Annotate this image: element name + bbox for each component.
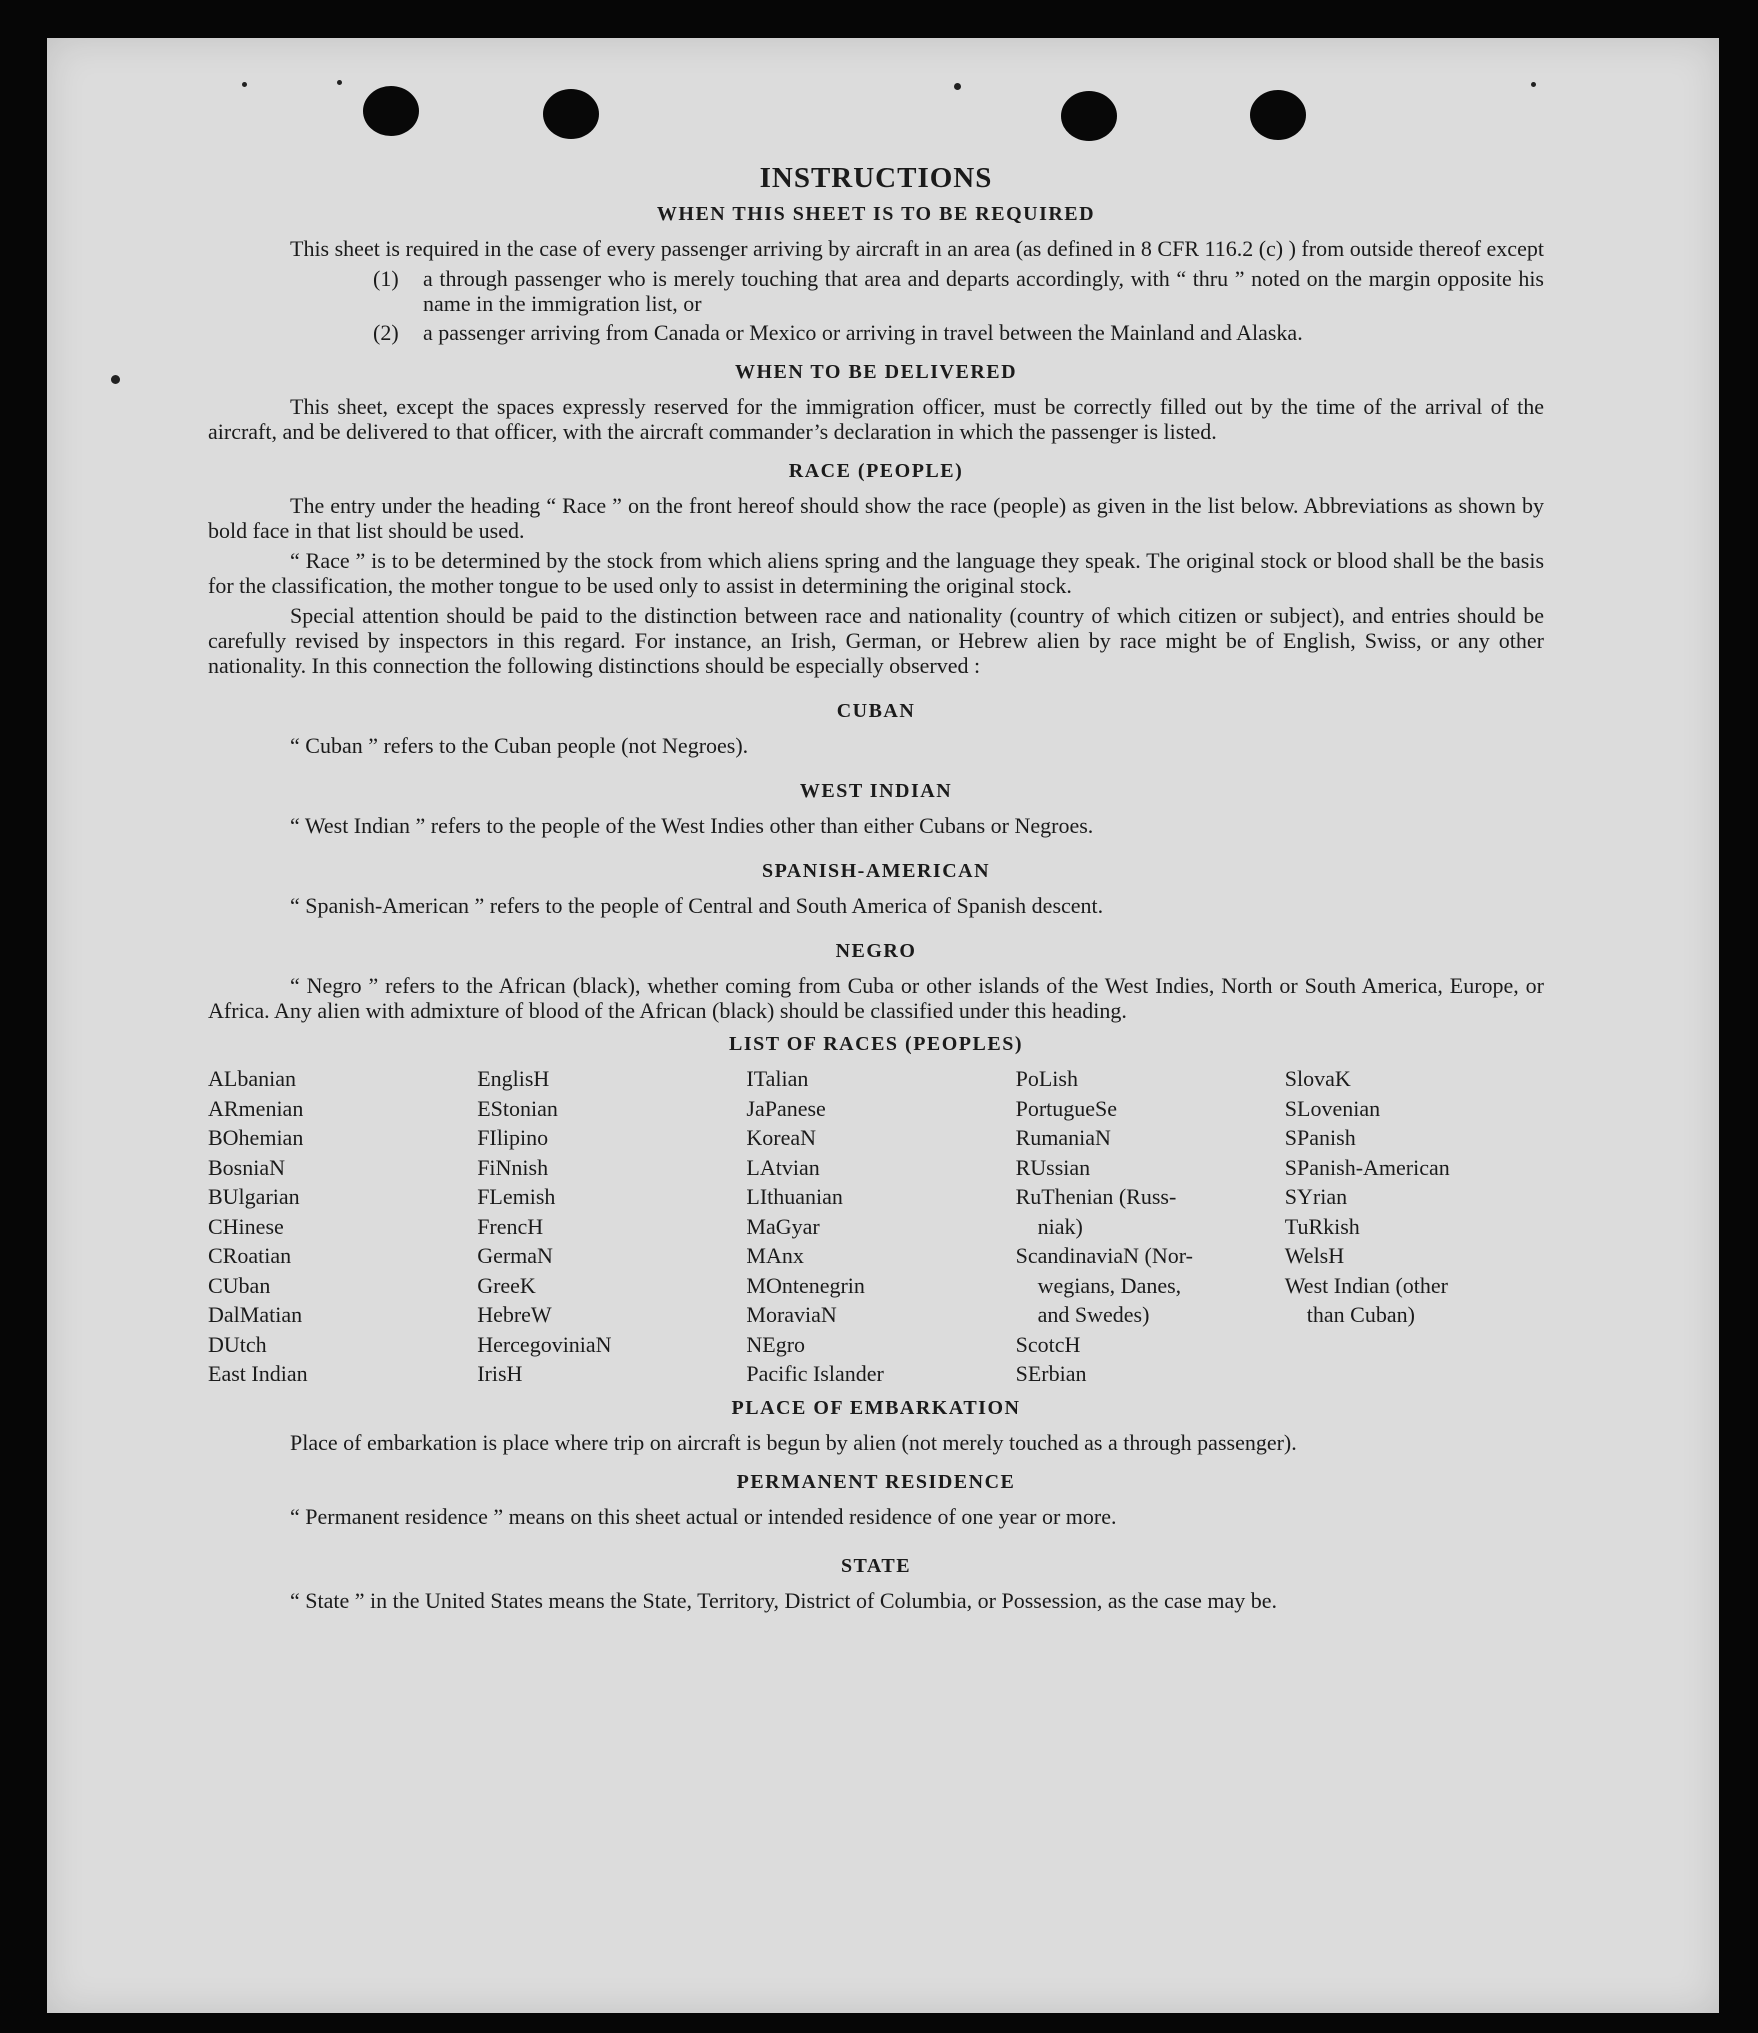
section-heading: WEST INDIAN	[799, 780, 953, 802]
item-text: a passenger arriving from Canada or Mexico or arriving in travel between the Mainland and Alaska.	[423, 320, 1303, 345]
race-entry: GermaN	[477, 1243, 553, 1268]
punch-hole	[543, 89, 599, 139]
paragraph: “ Permanent residence ” means on this sheet actual or intended residence of one year or more.	[290, 1503, 1117, 1529]
race-entry: SErbian	[1015, 1361, 1087, 1386]
race-entry: BOhemian	[208, 1125, 304, 1150]
section-heading: NEGRO	[835, 940, 917, 962]
race-entry: ScotcH	[1015, 1331, 1081, 1357]
race-entry: niak)	[1037, 1213, 1083, 1239]
race-entry: EStonian	[477, 1095, 558, 1121]
race-entry: DalMatian	[208, 1302, 303, 1327]
section-heading: PERMANENT RESIDENCE	[736, 1470, 1016, 1493]
race-entry: KoreaN	[746, 1125, 817, 1150]
item-number: (1)	[373, 266, 399, 291]
document-sheet	[47, 38, 1719, 2013]
race-entry: SYrian	[1284, 1184, 1348, 1209]
race-entry: MAnx	[746, 1243, 804, 1268]
list-item	[373, 266, 1544, 316]
paragraph: The entry under the heading “ Race ” on the front hereof should show the race (people) as given in the list below. Abbreviations as shown by bold face in that list should be used.	[208, 493, 1544, 543]
race-entry: PoLish	[1015, 1066, 1078, 1091]
race-entry: MaGyar	[746, 1213, 820, 1239]
paragraph: “ West Indian ” refers to the people of the West Indies other than either Cubans or Negroes.	[290, 813, 1094, 838]
paragraph: “ State ” in the United States means the State, Territory, District of Columbia, or Possession, as the case may be.	[290, 1587, 1278, 1613]
race-entry: NEgro	[746, 1331, 806, 1357]
races-column	[208, 1064, 467, 1389]
paragraph: Special attention should be paid to the distinction between race and nationality (country of which citizen or subject), and entries should be carefully revised by inspectors in this regard. For instance, an Irish, German, or Hebrew alien by race might be of English, Swiss, or any other nationality. In this connection the following distinctions should be especially observed :	[208, 603, 1544, 678]
races-column	[477, 1064, 736, 1389]
speck	[111, 375, 120, 384]
speck	[954, 83, 961, 90]
section-heading: PLACE OF EMBARKATION	[731, 1396, 1021, 1419]
race-entry: PortugueSe	[1015, 1095, 1118, 1121]
race-entry: JaPanese	[746, 1095, 826, 1121]
race-entry: wegians, Danes,	[1037, 1272, 1182, 1298]
race-entry: FiNnish	[477, 1154, 549, 1180]
race-entry: East Indian	[208, 1361, 308, 1386]
punch-hole	[363, 86, 419, 136]
race-entry: SPanish-American	[1284, 1154, 1450, 1180]
race-entry: CRoatian	[208, 1243, 292, 1268]
race-entry: SlovaK	[1284, 1066, 1351, 1091]
race-entry: BUlgarian	[208, 1184, 300, 1209]
race-entry: ALbanian	[208, 1066, 296, 1091]
race-entry: LAtvian	[746, 1154, 820, 1180]
race-entry: CHinese	[208, 1213, 284, 1239]
race-entry: IrisH	[477, 1361, 523, 1386]
race-entry: RumaniaN	[1015, 1125, 1111, 1150]
race-entry: than Cuban)	[1306, 1302, 1415, 1327]
race-entry: EnglisH	[477, 1066, 550, 1091]
race-entry: and Swedes)	[1037, 1302, 1150, 1327]
race-entry: CUban	[208, 1272, 271, 1298]
race-entry: WelsH	[1284, 1243, 1345, 1268]
speck	[242, 82, 247, 87]
section-heading: WHEN THIS SHEET IS TO BE REQUIRED	[656, 203, 1096, 225]
race-entry: MoraviaN	[746, 1302, 837, 1327]
race-entry: TuRkish	[1284, 1213, 1360, 1239]
punch-hole	[1250, 90, 1306, 140]
race-entry: MOntenegrin	[746, 1272, 865, 1298]
instructions-content	[208, 156, 1544, 1618]
race-entry: SLovenian	[1284, 1095, 1381, 1121]
races-column	[746, 1064, 1005, 1389]
section-heading: LIST OF RACES (PEOPLES)	[728, 1033, 1023, 1055]
race-entry: FIlipino	[477, 1125, 549, 1150]
paragraph: This sheet is required in the case of every passenger arriving by aircraft in an area (as defined in 8 CFR 116.2 (c) ) from outside thereof except	[290, 236, 1544, 261]
section-heading: CUBAN	[836, 700, 916, 722]
race-entry: HebreW	[477, 1302, 552, 1327]
paragraph: “ Cuban ” refers to the Cuban people (not Negroes).	[290, 733, 749, 758]
paragraph: “ Negro ” refers to the African (black), whether coming from Cuba or other islands of the West Indies, North or South America, Europe, or Africa. Any alien with admixture of blood of the African (black) should be classified under this heading.	[208, 973, 1544, 1023]
section-heading: STATE	[840, 1554, 912, 1577]
race-entry: ScandinaviaN (Nor-	[1015, 1243, 1193, 1268]
race-entry: SPanish	[1284, 1125, 1356, 1150]
race-entry: BosniaN	[208, 1154, 285, 1180]
section-heading: RACE (PEOPLE)	[788, 460, 964, 482]
race-entry: Pacific Islander	[746, 1361, 884, 1386]
race-entry: West Indian (other	[1284, 1272, 1448, 1298]
list-item	[373, 320, 1544, 345]
paragraph: Place of embarkation is place where trip on aircraft is begun by alien (not merely touched as a through passenger).	[290, 1429, 1297, 1455]
race-entry: FLemish	[477, 1184, 556, 1209]
paragraph: “ Spanish-American ” refers to the people of Central and South America of Spanish descent.	[290, 893, 1104, 918]
races-column	[1285, 1064, 1544, 1389]
punch-hole	[1061, 91, 1117, 141]
section-heading: SPANISH-AMERICAN	[761, 860, 991, 882]
item-number: (2)	[373, 320, 399, 345]
paragraph: This sheet, except the spaces expressly reserved for the immigration officer, must be correctly filled out by the time of the arrival of the aircraft, and be delivered to that officer, with the aircraft commander’s declaration in which the passenger is listed.	[208, 394, 1544, 444]
race-entry: RuThenian (Russ-	[1015, 1184, 1177, 1209]
race-entry: GreeK	[477, 1272, 536, 1298]
races-list	[208, 1064, 1544, 1389]
races-column	[1016, 1064, 1275, 1389]
race-entry: FrencH	[477, 1213, 544, 1239]
race-entry: ARmenian	[208, 1095, 304, 1121]
section-heading: WHEN TO BE DELIVERED	[734, 361, 1018, 383]
race-entry: DUtch	[208, 1331, 267, 1357]
page-title: INSTRUCTIONS	[759, 162, 993, 194]
speck	[337, 80, 342, 85]
race-entry: HercegoviniaN	[477, 1331, 612, 1357]
race-entry: RUssian	[1015, 1154, 1091, 1180]
race-entry: ITalian	[746, 1066, 809, 1091]
speck	[1531, 82, 1536, 87]
paragraph: “ Race ” is to be determined by the stock from which aliens spring and the language they speak. The original stock or blood shall be the basis for the classification, the mother tongue to be used only to assist in determining the original stock.	[208, 548, 1544, 598]
item-text: a through passenger who is merely touching that area and departs accordingly, with “ thru ” noted on the margin opposite his name in the immigration list, or	[423, 266, 1544, 316]
race-entry: LIthuanian	[746, 1184, 843, 1209]
